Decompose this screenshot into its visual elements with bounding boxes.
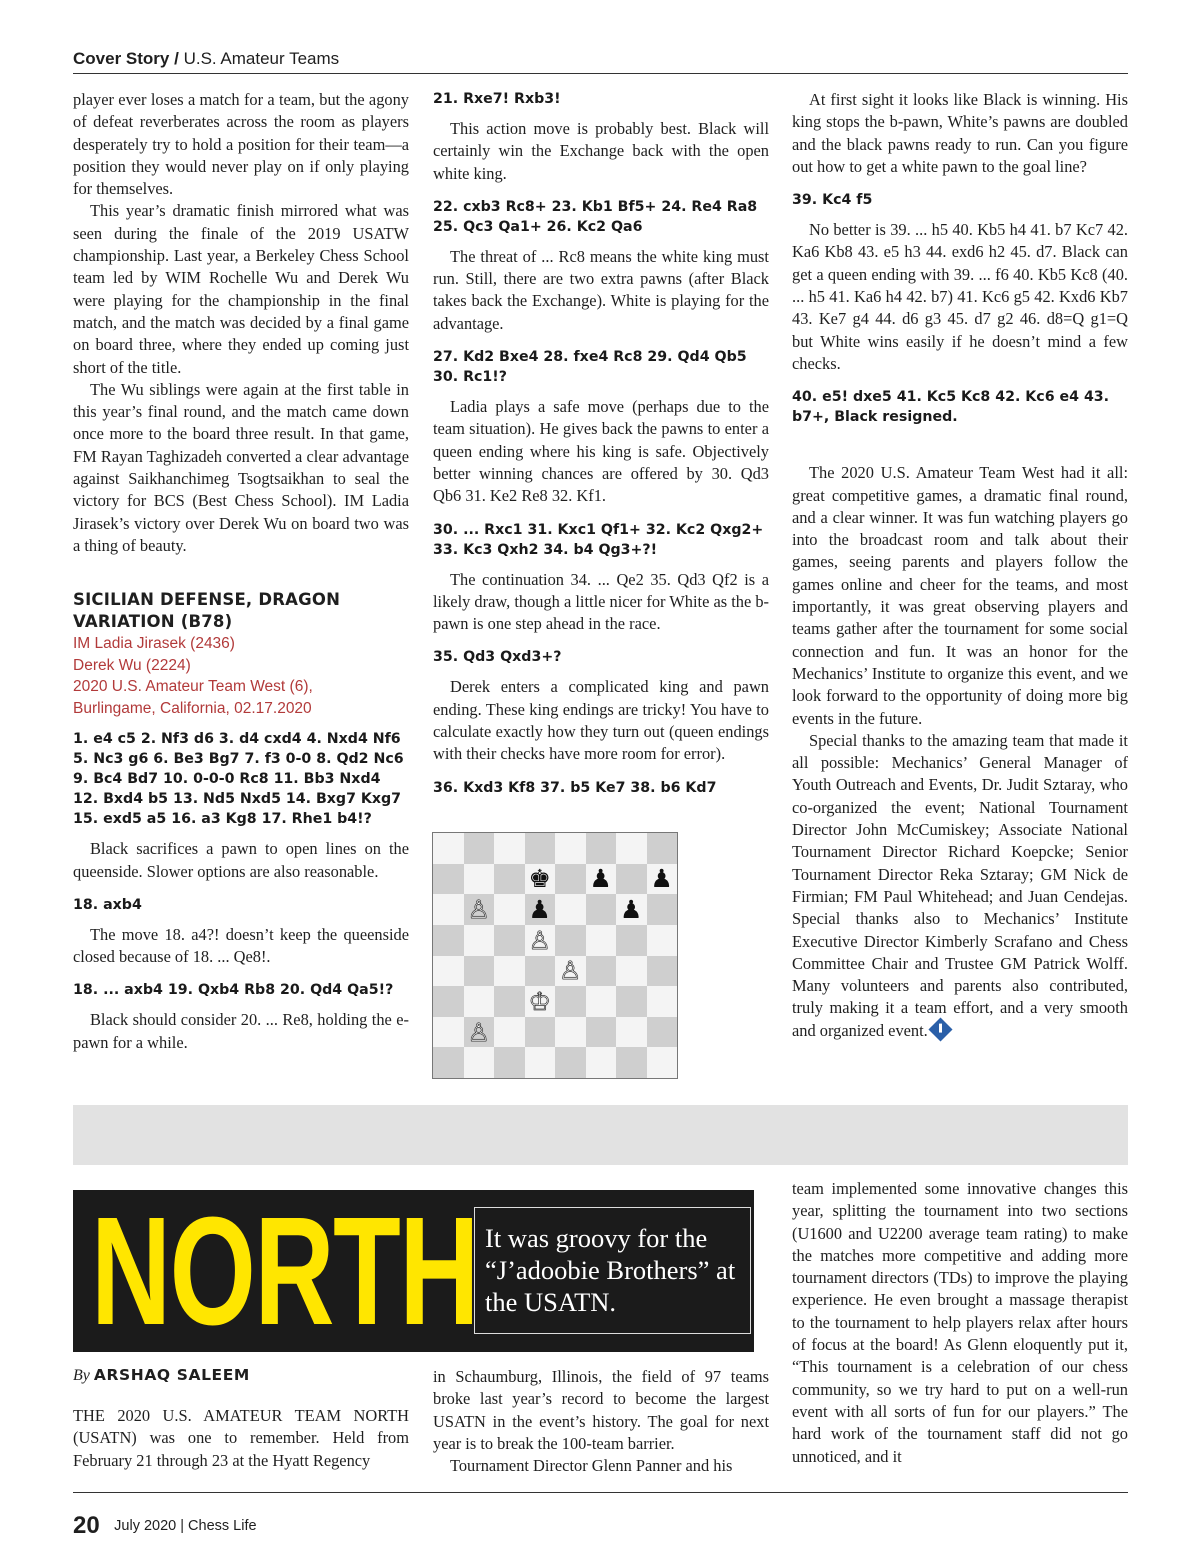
move-text: 1. e4 c5 2. Nf3 d6 3. d4 cxd4 4. Nxd4 Nf6 5. Nc3 g6 6. Be3 Bg7 7. f3 0-0 8. Qd2 Nc6 9. Bc4 Bd7 10. 0-0-0 Rc8 11. Bb3 Nxd4 12. Bxd4 b5 13. Nd5 Nxd5 14. Bxg7 Kxg7 15. exd5 a5 16. a3 Kg8 17. Rhe1 b4!? [73,731,404,828]
board-square [433,1017,464,1048]
board-square [494,986,525,1017]
column-1 [73,89,409,1054]
north-headline: NORTH [91,1185,479,1357]
board-square [464,986,495,1017]
commentary: The threat of ... Rc8 means the white king must run. Still, there are two extra pawns (after Black takes back the Exchange). White is playing for the advantage. [433,246,769,333]
board-square [525,894,556,925]
column-3 [792,89,1128,1042]
board-square [464,894,495,925]
board-square [464,925,495,956]
board-square [494,925,525,956]
board-square [616,833,647,864]
paragraph: The 2020 U.S. Amateur Team West had it all: great competitive games, a dramatic final round, and a clear winner. It was fun watching players go into the broadcast room and talk about their games, seeing parents and players follow the games online and cheer for the teams, and most importantly, it was great observing players and teams gather after the tournament for some social connection and fun. It was an honor for the Mechanics’ Institute to organize this event, and we look forward to the opportunity of doing more big events in the future. [792,463,1128,728]
board-square [555,986,586,1017]
board-square [586,1017,617,1048]
board-square [494,1047,525,1078]
board-square [433,956,464,987]
move-text: 35. Qd3 Qxd3+? [433,649,562,666]
board-square [555,925,586,956]
end-of-article-icon [928,1017,952,1041]
board-square [525,1017,556,1048]
board-square [433,925,464,956]
move-text: 39. Kc4 f5 [792,192,873,209]
commentary: No better is 39. ... h5 40. Kb5 h4 41. b7 Kc7 42. Ka6 Kb8 43. e5 h3 44. exd6 h2 45. d7. Black can get a queen ending with 39. ... f6 40. Kb5 Kc8 (40. ... h5 41. Ka6 h4 42. b7) 41. Kc6 g5 42. Kxd6 Kb7 43. Ke7 g4 44. d6 g3 45. d7 g2 46. d8=Q g1=Q but White wins easily if he doesn’t mind a few checks. [792,220,1128,373]
commentary: The move 18. a4?! doesn’t keep the queenside closed because of 18. ... Qe8!. [73,924,409,967]
board-square [616,986,647,1017]
board-square [586,894,617,925]
board-square [525,1047,556,1078]
game-title: SICILIAN DEFENSE, DRAGON VARIATION (B78) [73,590,341,632]
north-banner [73,1185,754,1357]
north-tagline: It was groovy for the “J’adoobie Brothers” at the USATN. [474,1207,751,1334]
event-name: 2020 U.S. Amateur Team West (6), [73,678,313,696]
byline [73,1366,250,1385]
paragraph: Tournament Director Glenn Panner and his [450,1456,733,1476]
board-square [586,1047,617,1078]
board-square [586,833,617,864]
board-square [616,864,647,895]
board-square [525,956,556,987]
board-square [433,1047,464,1078]
board-square [616,925,647,956]
commentary: Ladia plays a safe move (perhaps due to the team situation). He gives back the pawns to enter a queen ending where his king is safe. Objectively better winning chances are offered by 30. Qd3 Qb6 31. Ke2 Re8 32. Kf1. [433,397,769,506]
board-square [555,1047,586,1078]
paragraph: team implemented some innovative changes this year, splitting the tournament into two sections (U1600 and U2200 average team rating) to make the matches more competitive and adding more tournament directors (TDs) to improve the playing experience. He even brought a massage therapist to the tournament to help players relax after hours of focus at the board! As Glenn eloquently put it, “This tournament is a celebration of our chess community, so we try hard to put on a well-run event with all sorts of fun for our players.” The hard work of the tournament staff did not go unnoticed, and it [792,1179,1128,1466]
byline-author: ARSHAQ SALEEM [93,1366,250,1384]
board-square [647,956,678,987]
paragraph: THE 2020 U.S. AMATEUR TEAM NORTH (USATN) was one to remember. Held from February 21 through 23 at the Hyatt Regency [73,1406,409,1470]
board-square [586,925,617,956]
move-text: 36. Kxd3 Kf8 37. b5 Ke7 38. b6 Kd7 [433,779,717,796]
board-square [464,833,495,864]
white-pawn-icon: ♙ [559,956,582,986]
board-square [616,956,647,987]
black-pawn-icon: ♟ [589,864,612,894]
footer-rule [73,1492,1128,1493]
board-square [555,833,586,864]
commentary: At first sight it looks like Black is winning. His king stops the b-pawn, White’s pawns are doubled and the black pawns ready to run. Can you figure out how to get a white pawn to the goal line? [792,90,1128,176]
board-square [616,1047,647,1078]
move-text: 18. axb4 [73,896,142,913]
black-pawn-icon: ♟ [528,895,551,925]
byline-by: By [73,1367,90,1384]
white-king-icon: ♔ [528,986,551,1016]
board-square [647,1017,678,1048]
white-pawn-icon: ♙ [467,895,490,925]
commentary: Black sacrifices a pawn to open lines on the queenside. Slower options are also reasonable. [73,839,409,881]
black-king-icon: ♚ [528,864,551,894]
section-name: Cover Story [73,49,170,68]
board-square [647,864,678,895]
white-pawn-icon: ♙ [528,925,551,955]
divider-band [73,1105,1128,1165]
move-text: 27. Kd2 Bxe4 28. fxe4 Rc8 29. Qd4 Qb5 30. Rc1!? [433,349,747,386]
move-text: 40. e5! dxe5 41. Kc5 Kc8 42. Kc6 e4 43. b7+, Black resigned. [792,389,1110,426]
board-square [464,956,495,987]
north-column-3 [792,1178,1128,1468]
board-square [525,986,556,1017]
move-text: 21. Rxe7! Rxb3! [433,91,561,107]
board-square [525,833,556,864]
paragraph-text: Special thanks to the amazing team that made it all possible: Mechanics’ General Manager of Youth Outreach and Events, Dr. Judit Sztaray, who co-organized the event; National Tournament Director John McCumiskey; Associate National Tournament Director Richard Koepcke; Senior Tournament Director Reka Sztaray; GM Nick de Firmian; FM Paul Whitehead; and Juan Cendejas. Special thanks also to Mechanics’ Institute Executive Director Kimberly Scrafano and Chess Committee Chair and Trustee GM Patrick Wolff. Many volunteers and parents also contributed, truly making it a team effort, and a very smooth and organized event. [792,730,1128,1040]
board-square [616,1017,647,1048]
board-square [647,1047,678,1078]
event-place: Burlingame, California, 02.17.2020 [73,699,312,717]
subsection-name: U.S. Amateur Teams [183,49,340,68]
paragraph: The Wu siblings were again at the first table in this year’s final round, and the match came down once more to the board three result. In that game, FM Rayan Taghizadeh converted a clear advantage against Saikhanchimeg Tsogtsaikhan to seal the victory for BCS (Best Chess School). IM Ladia Jirasek’s victory over Derek Wu on board two was a thing of beauty. [73,379,409,555]
board-square [433,894,464,925]
move-text: 30. ... Rxc1 31. Kxc1 Qf1+ 32. Kc2 Qxg2+ 33. Kc3 Qxh2 34. b4 Qg3+?! [433,521,764,558]
paragraph: player ever loses a match for a team, but the agony of defeat reverberates across the room as players desperately try to hold a position for their team—a position they would never play on if only playing for themselves. [73,90,409,199]
board-square [586,864,617,895]
move-text: 18. ... axb4 19. Qxb4 Rb8 20. Qd4 Qa5!? [73,982,394,999]
header-separator: / [174,49,179,68]
board-square [586,956,617,987]
move-text: 22. cxb3 Rc8+ 23. Kb1 Bf5+ 24. Re4 Ra8 25. Qc3 Qa1+ 26. Kc2 Qa6 [433,198,758,235]
board-square [494,894,525,925]
footer [73,1512,257,1540]
board-square [433,986,464,1017]
board-square [647,986,678,1017]
board-square [494,956,525,987]
board-square [494,833,525,864]
commentary: Black should consider 20. ... Re8, holding the e-pawn for a while. [73,1010,409,1052]
issue-info: July 2020 | Chess Life [114,1518,257,1534]
paragraph [792,730,1128,1042]
board-square [586,986,617,1017]
board-square [494,1017,525,1048]
board-square [464,864,495,895]
paragraph: in Schaumburg, Illinois, the field of 97 teams broke last year’s record to become the largest USATN in the event’s history. The goal for next year is to break the 100-team barrier. [433,1367,769,1453]
white-pawn-icon: ♙ [467,1017,490,1047]
board-square [525,925,556,956]
north-column-1 [73,1405,409,1472]
chess-diagram [432,832,678,1079]
board-square [647,925,678,956]
running-header [73,48,1128,74]
north-column-2 [433,1366,769,1477]
board-square [647,833,678,864]
board-square [525,864,556,895]
board-square [616,894,647,925]
board-square [433,864,464,895]
board-square [555,956,586,987]
board-square [555,864,586,895]
page-number: 20 [73,1512,100,1539]
paragraph: This year’s dramatic finish mirrored what was seen during the finale of the 2019 USATW championship. Last year, a Berkeley Chess School team led by WIM Rochelle Wu and Derek Wu were playing for the championship in the final match, and the match was decided by a final game on board three, where they ended up coming just short of the title. [73,201,409,377]
board-square [555,1017,586,1048]
commentary: Derek enters a complicated king and pawn ending. These king endings are tricky! You have to calculate exactly how they turn out (queen endings with their checks have more room for error). [433,677,769,764]
board-square [464,1047,495,1078]
commentary: This action move is probably best. Black will certainly win the Exchange back with the open white king. [433,119,769,183]
board-square [647,894,678,925]
board-square [494,864,525,895]
black-pawn-icon: ♟ [620,895,643,925]
black-pawn-icon: ♟ [650,864,673,894]
black-player: Derek Wu (2224) [73,656,191,674]
column-2 [433,89,769,807]
board-square [464,1017,495,1048]
board-square [555,894,586,925]
white-player: IM Ladia Jirasek (2436) [73,635,235,653]
board-square [433,833,464,864]
commentary: The continuation 34. ... Qe2 35. Qd3 Qf2 is a likely draw, though a little nicer for White as the b-pawn is one step ahead in the race. [433,569,769,634]
